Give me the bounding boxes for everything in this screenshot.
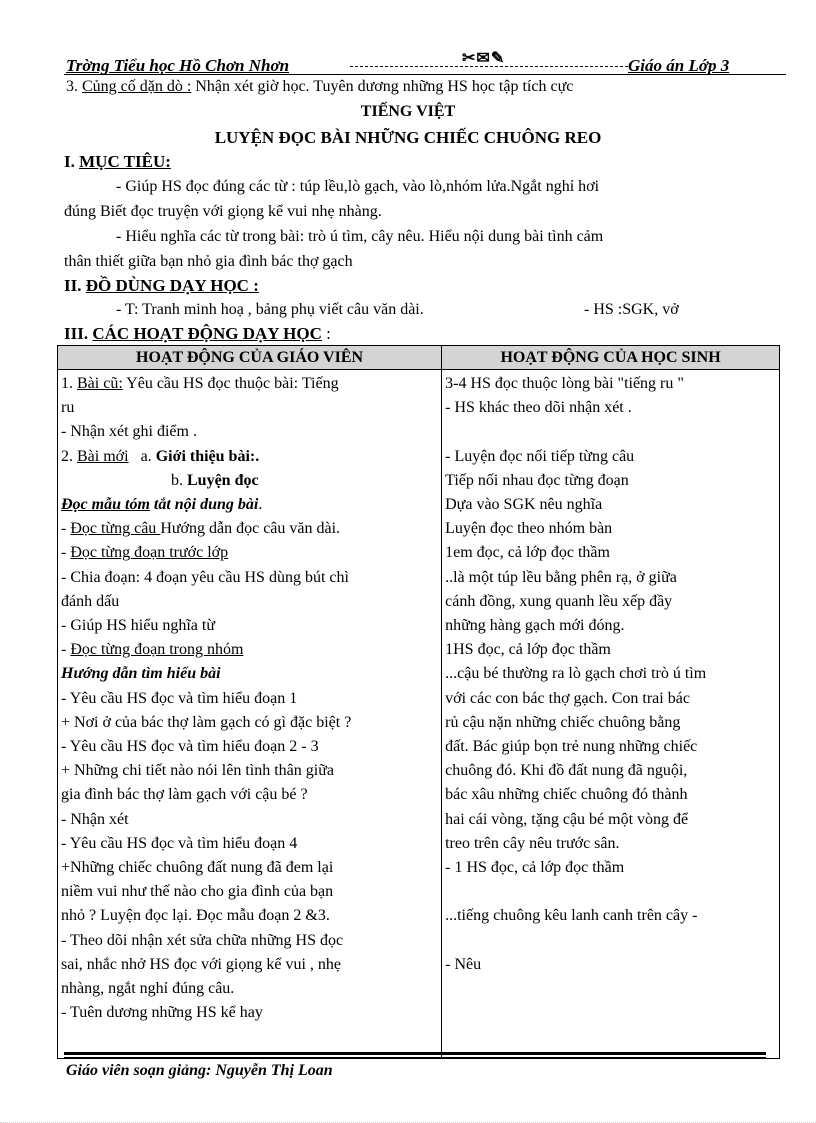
section1-num: I. — [64, 152, 80, 171]
teacher-line: ru — [61, 399, 75, 417]
teacher-line: - Chia đoạn: 4 đoạn yêu cầu HS dùng bút chì — [61, 568, 349, 586]
text-span: 2. — [61, 447, 77, 465]
footer-rule-thick — [64, 1052, 766, 1055]
teacher-line: Hướng dẫn tìm hiểu bài — [61, 665, 221, 683]
text-span: Đọc từng câu — [70, 520, 161, 538]
student-spacer — [445, 420, 776, 444]
teacher-line: nhàng, ngắt nghỉ đúng câu. — [61, 980, 235, 998]
teacher-line: - Nhận xét — [61, 810, 129, 828]
teacher-line — [61, 493, 438, 517]
student-line: những hàng gạch mới đóng. — [445, 617, 625, 635]
student-line: với các con bác thợ gạch. Con trai bác — [445, 689, 690, 707]
student-line: đất. Bác giúp bọn trẻ nung những chiếc — [445, 738, 698, 756]
text-span: - — [61, 544, 71, 562]
teacher-activities — [58, 370, 442, 1059]
section3-title: CÁC HOẠT ĐỘNG DẠY HỌC — [92, 324, 322, 343]
student-line: ..là một túp lều bằng phên rạ, ở giữa — [445, 568, 677, 586]
objective-line-1: - Giúp HS đọc đúng các từ : túp lều,lò gạch, vào lò,nhóm lửa.Ngắt nghỉ hơi — [116, 178, 600, 195]
teacher-line: nhỏ ? Luyện đọc lại. Đọc mẫu đoạn 2 &3. — [61, 907, 330, 925]
section2-num: II. — [64, 276, 86, 295]
teacher-signature: Giáo viên soạn giảng: Nguyễn Thị Loan — [66, 1062, 333, 1079]
student-line: - Nêu — [445, 955, 482, 973]
section2-heading — [64, 276, 259, 296]
teacher-column-header: HOẠT ĐỘNG CỦA GIÁO VIÊN — [58, 346, 442, 370]
section3-heading — [64, 324, 331, 344]
text-span: - — [61, 520, 71, 538]
teacher-line: - Nhận xét ghi điểm . — [61, 423, 197, 441]
objective-line-4: thân thiết giữa bạn nhỏ gia đình bác thợ gạch — [64, 253, 353, 270]
teacher-line: gia đình bác thợ làm gạch với cậu bé ? — [61, 786, 308, 804]
teacher-line: sai, nhắc nhở HS đọc với giọng kể vui , nhẹ — [61, 955, 341, 973]
student-line: hai cái vòng, tặng cậu bé một vòng để — [445, 810, 689, 828]
teacher-line: niềm vui như thế nào cho gia đình của bạn — [61, 883, 334, 901]
text-span: a. — [128, 447, 156, 465]
text-span: Đọc mẫu tóm — [61, 496, 150, 514]
teacher-line: + Nơi ở của bác thợ làm gạch có gì đặc biệt ? — [61, 713, 352, 731]
student-line: - HS khác theo dõi nhận xét . — [445, 399, 632, 417]
teacher-line: - Yêu cầu HS đọc và tìm hiểu đoạn 2 - 3 — [61, 738, 319, 756]
text-span: Luyện đọc — [187, 471, 259, 489]
section1-title: MỤC TIÊU: — [79, 152, 171, 171]
teacher-line: +Những chiếc chuông đất nung đã đem lại — [61, 859, 334, 877]
teacher-line: - Giúp HS hiểu nghĩa từ — [61, 617, 215, 635]
student-line: Luyện đọc theo nhóm bàn — [445, 520, 613, 538]
student-line: - Luyện đọc nối tiếp từng câu — [445, 447, 635, 465]
teacher-line — [61, 541, 438, 565]
text-span: Đọc từng đoạn trước lớp — [70, 544, 229, 562]
student-line: 3-4 HS đọc thuộc lòng bài "tiếng ru " — [445, 375, 684, 392]
teacher-line: + Những chi tiết nào nói lên tình thân giữa — [61, 762, 334, 780]
header-rule — [64, 74, 786, 75]
teacher-line: - Yêu cầu HS đọc và tìm hiểu đoạn 1 — [61, 689, 298, 707]
student-line: ...cậu bé thường ra lò gạch chơi trò ú tìm — [445, 665, 707, 683]
ornament-icon: ✂✉✎ — [462, 50, 506, 67]
teacher-line: - Theo dõi nhận xét sửa chữa những HS đọc — [61, 931, 344, 949]
student-line: ...tiếng chuông kêu lanh canh trên cây - — [445, 907, 698, 925]
student-line: Dựa vào SGK nêu nghĩa — [445, 496, 603, 514]
objective-line-3: - Hiểu nghĩa các từ trong bài: trò ú tìm, cây nêu. Hiểu nội dung bài tình cảm — [116, 228, 604, 245]
text-span: Yêu cầu HS đọc thuộc bài: Tiếng — [122, 375, 339, 392]
student-line: cánh đồng, xung quanh lều xếp đầy — [445, 592, 673, 610]
student-line: chuông đó. Khi đồ đất nung đã nguội, — [445, 762, 688, 780]
intro-line — [66, 78, 573, 96]
subject-title: TIẾNG VIỆT — [360, 103, 456, 120]
intro-heading: Củng cố dặn dò : — [82, 78, 192, 95]
teacher-line: - Tuên dương những HS kể hay — [61, 1004, 263, 1022]
student-line: 1em đọc, cả lớp đọc thầm — [445, 544, 610, 562]
student-line: bác xâu những chiếc chuông đó thành — [445, 786, 688, 804]
lesson-title: LUYỆN ĐỌC BÀI NHỮNG CHIẾC CHUÔNG REO — [214, 128, 602, 147]
teacher-line — [61, 469, 438, 493]
text-span: Giới thiệu bài:. — [155, 447, 260, 465]
student-line: 1HS đọc, cả lớp đọc thầm — [445, 641, 611, 659]
text-span: - — [61, 641, 71, 659]
student-line: rủ cậu nặn những chiếc chuông bằng — [445, 713, 681, 731]
section3-num: III. — [64, 324, 93, 343]
teacher-line: đánh dấu — [61, 592, 120, 610]
student-line: treo trên cây nêu trước sân. — [445, 834, 620, 852]
student-column-header: HOẠT ĐỘNG CỦA HỌC SINH — [442, 346, 780, 370]
section3-after: : — [321, 324, 331, 343]
grade-label: Giáo án Lớp 3 — [628, 56, 730, 75]
text-span: Bài mới — [77, 447, 129, 465]
section2-title: ĐỒ DÙNG DẠY HỌC : — [85, 276, 259, 295]
text-span: tắt nội dung bài — [149, 496, 259, 514]
table-row — [58, 370, 780, 1059]
text-span: b. — [171, 471, 187, 489]
objective-line-2: đúng Biết đọc truyện với giọng kể vui nhẹ nhàng. — [64, 203, 382, 220]
text-span: Bài cũ: — [77, 375, 123, 392]
text-span: Hướng dẫn đọc câu văn dài. — [160, 520, 341, 538]
teacher-line — [61, 445, 438, 469]
teacher-line — [61, 517, 438, 541]
text-span: Đọc từng đoạn trong nhóm — [70, 641, 244, 659]
text-span: . — [258, 496, 263, 514]
student-spacer — [445, 880, 776, 904]
activities-table — [57, 345, 780, 1059]
school-name: Trờng Tiểu học Hồ Chơn Nhơn — [66, 56, 290, 75]
student-line: - 1 HS đọc, cả lớp đọc thầm — [445, 859, 625, 877]
text-span: 1. — [61, 375, 77, 392]
section1-heading — [64, 152, 171, 172]
intro-lead: 3. — [66, 78, 82, 95]
teacher-line — [61, 638, 438, 662]
intro-text: Nhận xét giờ học. Tuyên dương những HS học tập tích cực — [191, 78, 574, 95]
table-header-row — [58, 346, 780, 370]
materials-teacher: - T: Tranh minh hoạ , bảng phụ viết câu văn dài. — [116, 301, 424, 318]
teacher-line: - Yêu cầu HS đọc và tìm hiểu đoạn 4 — [61, 834, 298, 852]
teacher-line — [61, 372, 438, 396]
footer-rule-thin — [64, 1057, 766, 1058]
student-spacer — [445, 929, 776, 953]
materials-student: - HS :SGK, vở — [584, 301, 679, 318]
student-activities — [442, 370, 780, 1059]
student-line: Tiếp nối nhau đọc từng đoạn — [445, 471, 629, 489]
